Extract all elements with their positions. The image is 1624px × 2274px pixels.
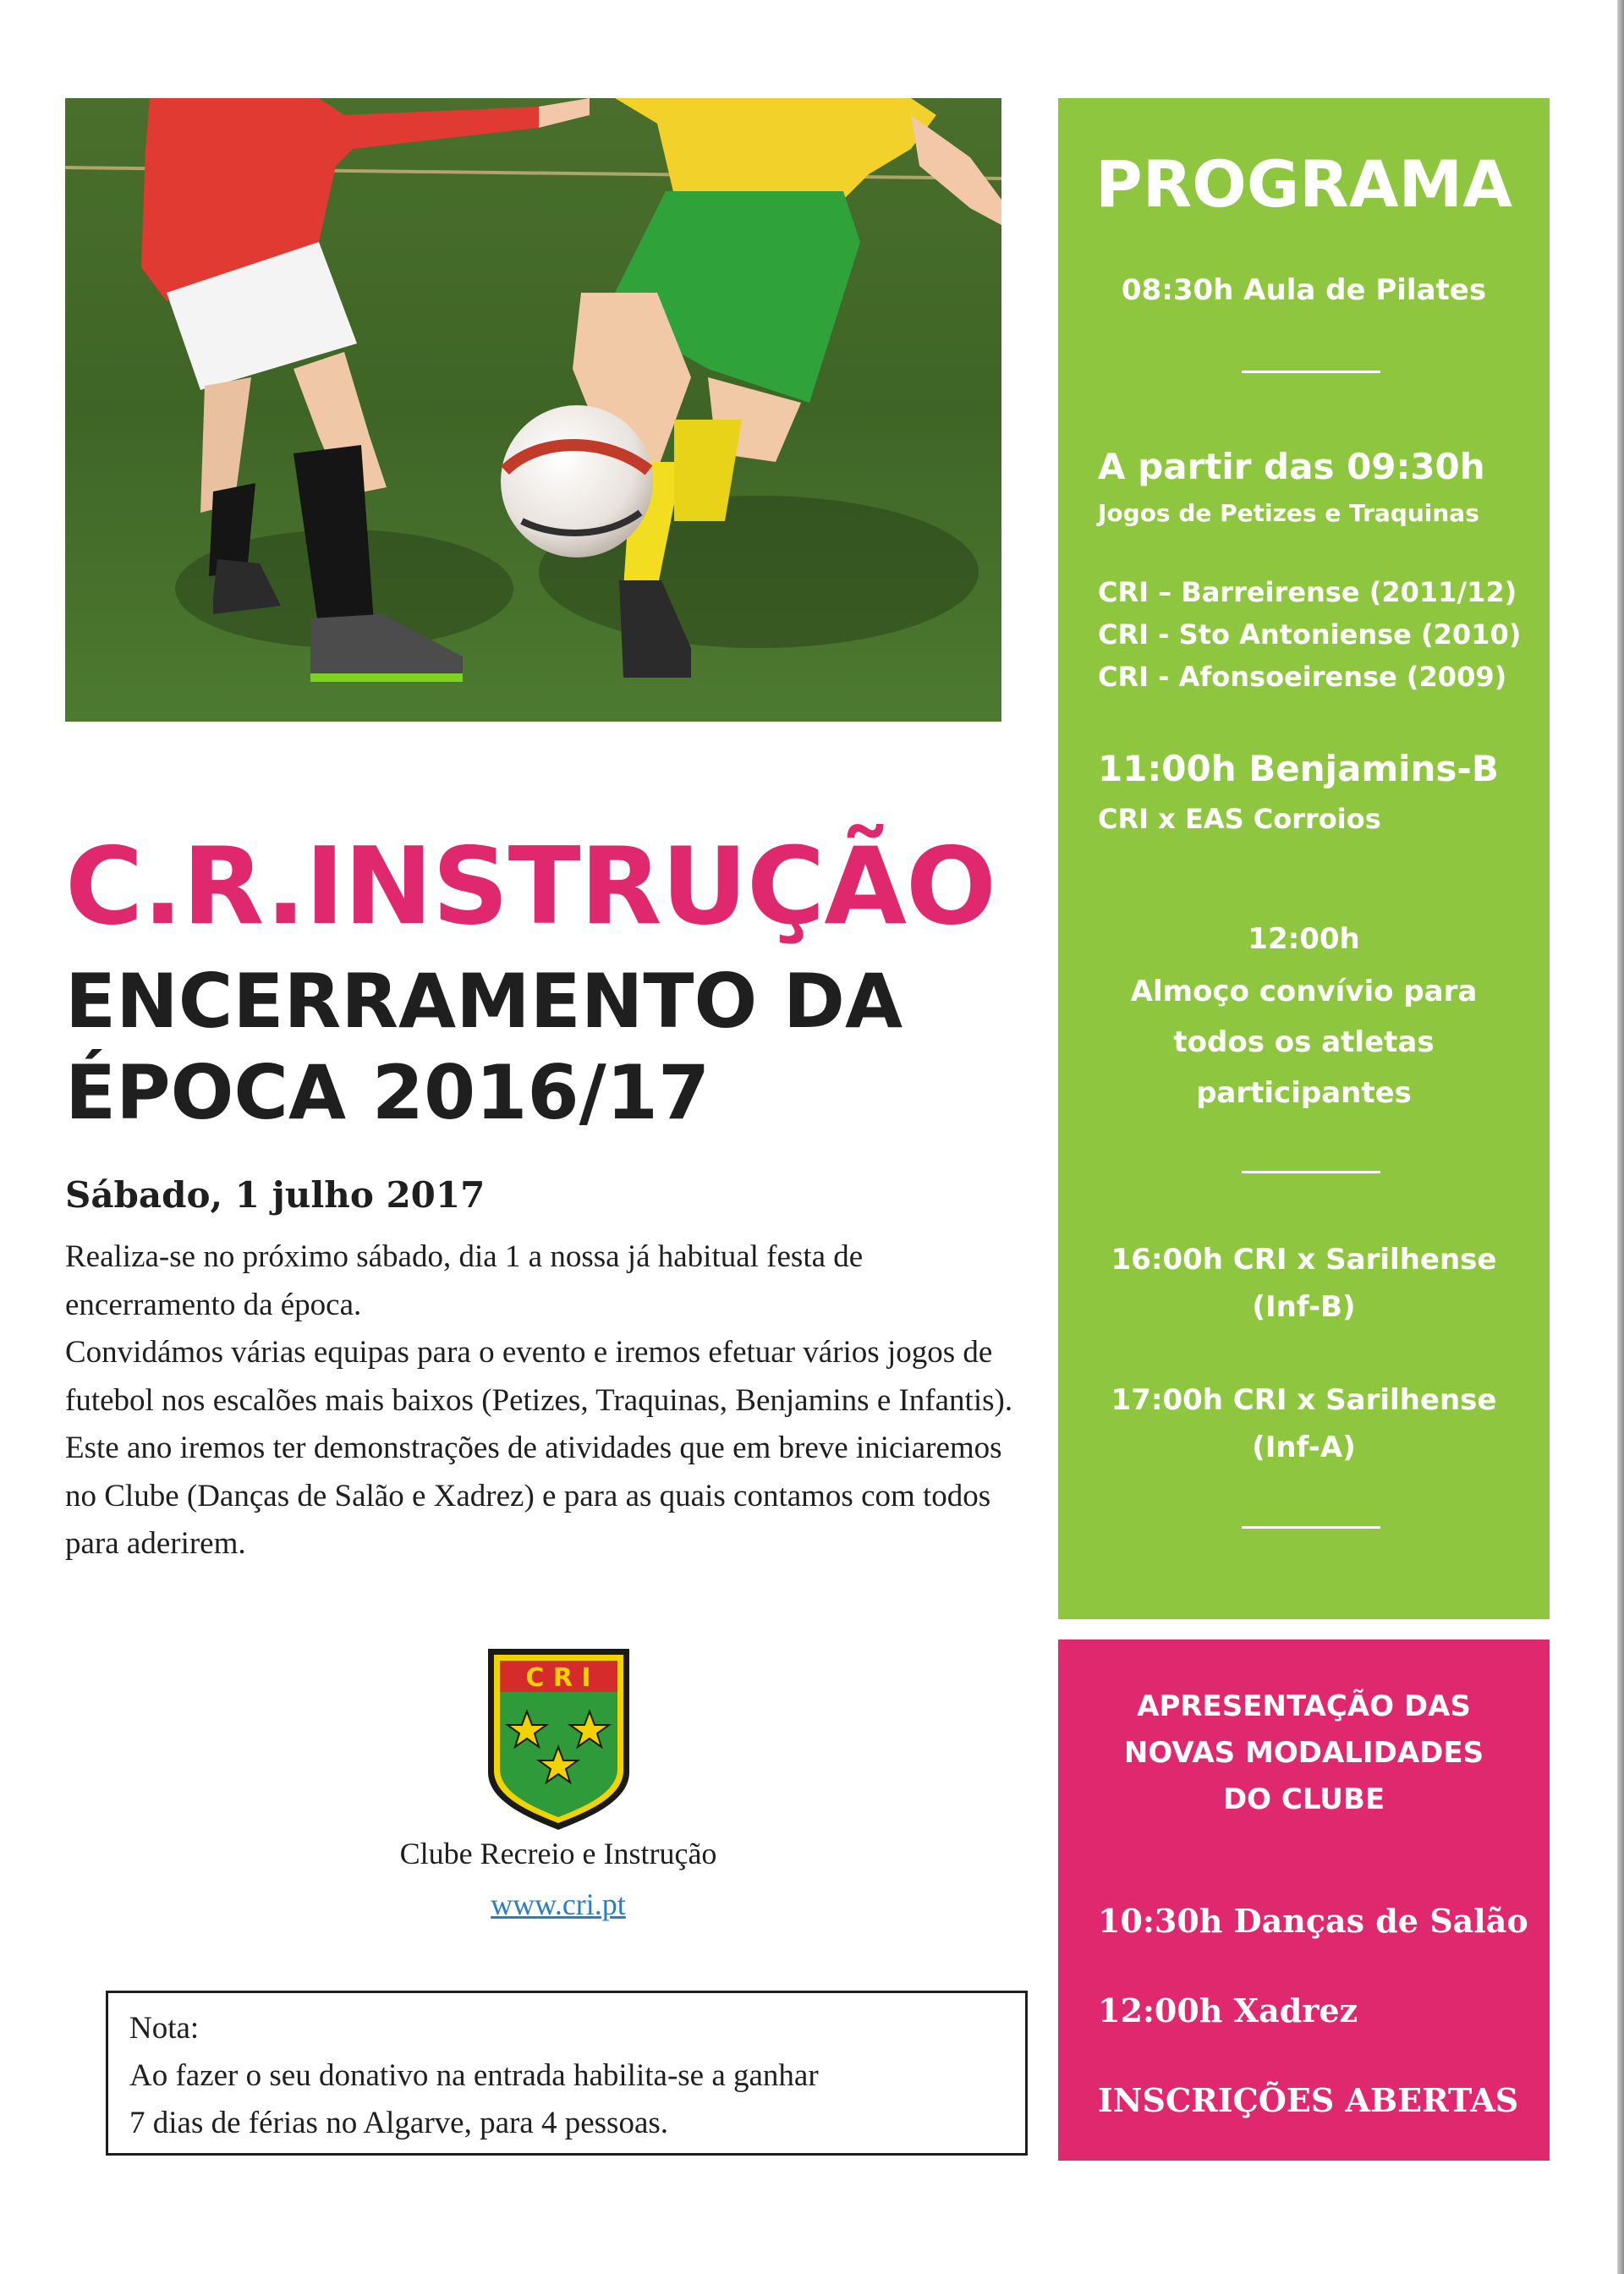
note-label: Nota: — [129, 2011, 200, 2046]
game-item-3: CRI - Afonsoeirense (2009) — [1098, 661, 1507, 693]
games-heading: A partir das 09:30h — [1098, 446, 1485, 487]
page-edge-shadow — [1617, 0, 1624, 2274]
match-infb-line-2: (Inf-B) — [1252, 1290, 1356, 1324]
lunch-line-2: todos os atletas — [1173, 1025, 1435, 1059]
club-title: C.R.INSTRUÇÃO — [65, 824, 996, 948]
modalidade-dancas: 10:30h Danças de Salão — [1098, 1902, 1528, 1940]
note-line-2: 7 dias de férias no Algarve, para 4 pessoas. — [129, 2106, 669, 2140]
modalidades-title-line-1: APRESENTAÇÃO DAS — [1137, 1689, 1471, 1723]
paragraph-1: Realiza-se no próximo sábado, dia 1 a nossa já habitual festa de encerramento da época. — [65, 1239, 864, 1322]
event-subtitle — [65, 956, 1038, 1139]
divider-rule — [1242, 1171, 1380, 1173]
lunch-time: 12:00h — [1248, 922, 1360, 956]
game-item-1: CRI – Barreirense (2011/12) — [1098, 576, 1517, 608]
match-infb-line-1: 16:00h CRI x Sarilhense — [1111, 1243, 1497, 1277]
club-name: Clube Recreio e Instrução — [399, 1837, 717, 1870]
modalidades-title-line-3: DO CLUBE — [1222, 1782, 1385, 1816]
match-infa-line-2: (Inf-A) — [1252, 1431, 1356, 1464]
benjamins-match: CRI x EAS Corroios — [1098, 803, 1381, 835]
games-subheading: Jogos de Petizes e Traquinas — [1098, 499, 1479, 527]
modalidade-xadrez: 12:00h Xadrez — [1098, 1991, 1358, 2030]
programa-panel — [1058, 98, 1550, 1619]
event-description — [65, 1233, 1029, 1568]
divider-rule — [1242, 371, 1380, 373]
note-line-1: Ao fazer o seu donativo na entrada habilita-se a ganhar — [129, 2058, 819, 2093]
club-crest-logo — [485, 1645, 633, 1833]
modalidades-title — [1058, 1684, 1550, 1823]
subtitle-line-2: ÉPOCA 2016/17 — [65, 1049, 710, 1136]
subtitle-line-1: ENCERRAMENTO DA — [65, 958, 903, 1045]
modalidades-panel — [1058, 1640, 1550, 2161]
event-date: Sábado, 1 julho 2017 — [65, 1174, 486, 1216]
paragraph-2: Convidámos várias equipas para o evento e iremos efetuar vários jogos de futebol nos escalões mais baixos (Petizes, Traquinas, Benjamins e Infantis). — [65, 1335, 1013, 1418]
note-box — [106, 1991, 1028, 2156]
paragraph-3: Este ano iremos ter demonstrações de atividades que em breve iniciaremos no Clube (Danças de Salão e Xadrez) e para as quais contamos com todos para aderirem. — [65, 1431, 1002, 1561]
lunch-line-1: Almoço convívio para — [1130, 975, 1478, 1008]
football-illustration — [65, 98, 1001, 722]
crest-letters: C R I — [525, 1663, 591, 1693]
football-photo — [65, 98, 1001, 722]
inscricoes-abertas: INSCRIÇÕES ABERTAS — [1098, 2081, 1519, 2119]
programa-title: PROGRAMA — [1095, 146, 1512, 222]
divider-rule — [1242, 1526, 1380, 1529]
benjamins-heading: 11:00h Benjamins-B — [1098, 748, 1499, 789]
match-infa-line-1: 17:00h CRI x Sarilhense — [1111, 1383, 1497, 1417]
modalidades-title-line-2: NOVAS MODALIDADES — [1123, 1736, 1484, 1770]
lunch-line-3: participantes — [1196, 1076, 1412, 1110]
club-website-link[interactable]: www.cri.pt — [491, 1887, 626, 1921]
pilates-item: 08:30h Aula de Pilates — [1121, 273, 1487, 307]
game-item-2: CRI - Sto Antoniense (2010) — [1098, 618, 1522, 651]
